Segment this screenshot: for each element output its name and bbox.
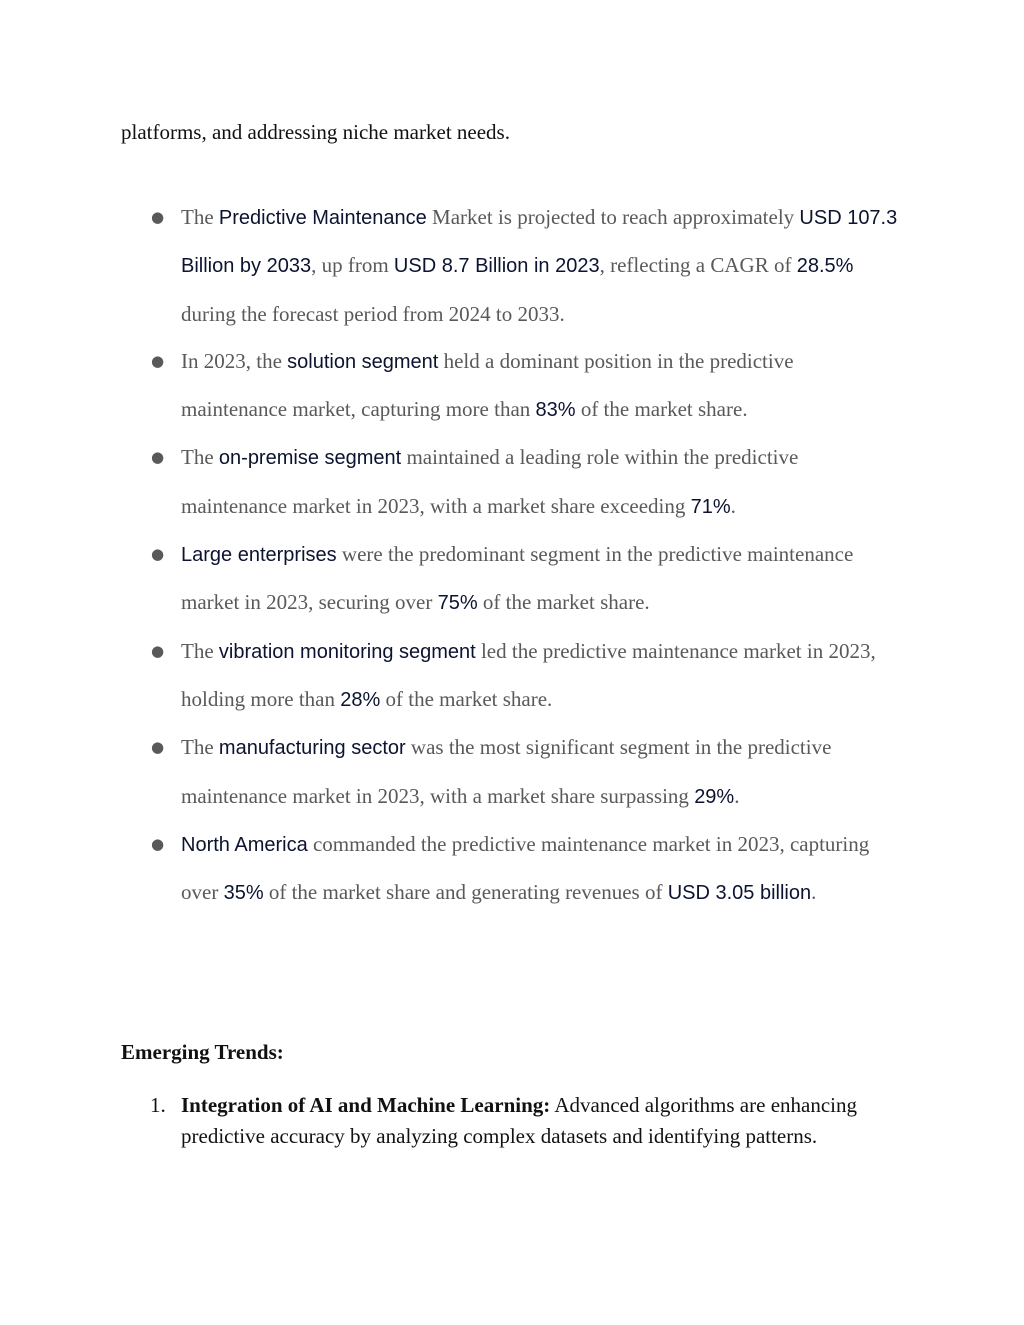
bullet-icon: ● (151, 738, 165, 757)
bullet-item (0, 821, 901, 918)
bullet-text: The (181, 735, 219, 760)
bullet-text: maintained a leading role within the predictive maintenance market in 2023, with a market share exceeding (181, 445, 799, 518)
bullet-text: of the market share. (477, 590, 650, 615)
bullet-text: , up from (311, 253, 394, 278)
bullet-text: The (181, 638, 219, 663)
bullet-text: held a dominant position in the predictive maintenance market, capturing more than (181, 348, 794, 422)
bullet-item (0, 628, 901, 725)
bullet-text: In 2023, the (181, 348, 288, 373)
highlighted-term: 75% (437, 592, 478, 615)
bullet-text: were the predominant segment in the predictive maintenance market in 2023, securing over (181, 542, 854, 615)
highlighted-term: USD 8.7 Billion in 2023 (393, 255, 600, 278)
bullet-text: led the predictive maintenance market in 2023, holding more than (181, 638, 876, 711)
highlighted-term: 35% (223, 882, 264, 905)
highlighted-term: USD 107.3 Billion by 2033 (181, 207, 898, 278)
highlighted-term: 29% (694, 785, 735, 808)
bullet-item (0, 724, 901, 821)
highlighted-term: manufacturing sector (218, 737, 406, 760)
bullet-icon: ● (151, 351, 165, 370)
bullet-icon: ● (151, 208, 165, 226)
emerging-trends-list (0, 1090, 1024, 1152)
bullet-text: The (181, 445, 219, 470)
trend-text: Advanced algorithms are enhancing predictive accuracy by analyzing complex datasets and identifying patterns. (181, 1093, 857, 1148)
bullet-text: of the market share and generating revenues of (263, 880, 668, 905)
section-heading: Emerging Trends: (121, 1040, 284, 1064)
bullet-text: during the forecast period from 2024 to 2033. (181, 301, 565, 326)
highlighted-term: 71% (690, 495, 731, 518)
bullet-icon: ● (151, 448, 165, 467)
bullet-item (0, 338, 901, 435)
bullet-text: of the market share. (380, 686, 553, 711)
trend-number: 1. (150, 1093, 166, 1117)
trend-item (0, 1090, 861, 1152)
key-takeaways-list (0, 194, 1024, 917)
bullet-text: , reflecting a CAGR of (599, 253, 797, 278)
bullet-text: . (734, 783, 740, 808)
bullet-text: was the most significant segment in the predictive maintenance market in 2023, with a market share surpassing (181, 735, 832, 808)
highlighted-term: 83% (535, 399, 576, 422)
bullet-item (0, 531, 901, 628)
highlighted-term: on-premise segment (218, 447, 402, 470)
bullet-text: of the market share. (575, 397, 748, 422)
highlighted-term: Large enterprises (181, 544, 337, 567)
highlighted-term: solution segment (287, 350, 439, 373)
bullet-icon: ● (151, 641, 165, 660)
bullet-icon: ● (151, 545, 165, 564)
bullet-item (0, 434, 901, 531)
highlighted-term: 28% (340, 688, 381, 711)
trend-title: Integration of AI and Machine Learning: (181, 1093, 551, 1117)
highlighted-term: Predictive Maintenance (218, 207, 427, 229)
highlighted-term: USD 3.05 billion (667, 882, 812, 905)
highlighted-term: 28.5% (796, 255, 854, 278)
highlighted-term: North America (181, 833, 308, 856)
bullet-text: The (181, 205, 219, 229)
highlighted-term: vibration monitoring segment (218, 640, 476, 663)
bullet-text: commanded the predictive maintenance market in 2023, capturing over (181, 831, 870, 905)
bullet-text: . (730, 493, 736, 518)
intro-paragraph: platforms, and addressing niche market needs. (121, 120, 510, 144)
bullet-text: . (811, 880, 817, 905)
bullet-text: Market is projected to reach approximately (426, 205, 800, 229)
bullet-icon: ● (151, 834, 165, 853)
bullet-item (0, 194, 901, 338)
